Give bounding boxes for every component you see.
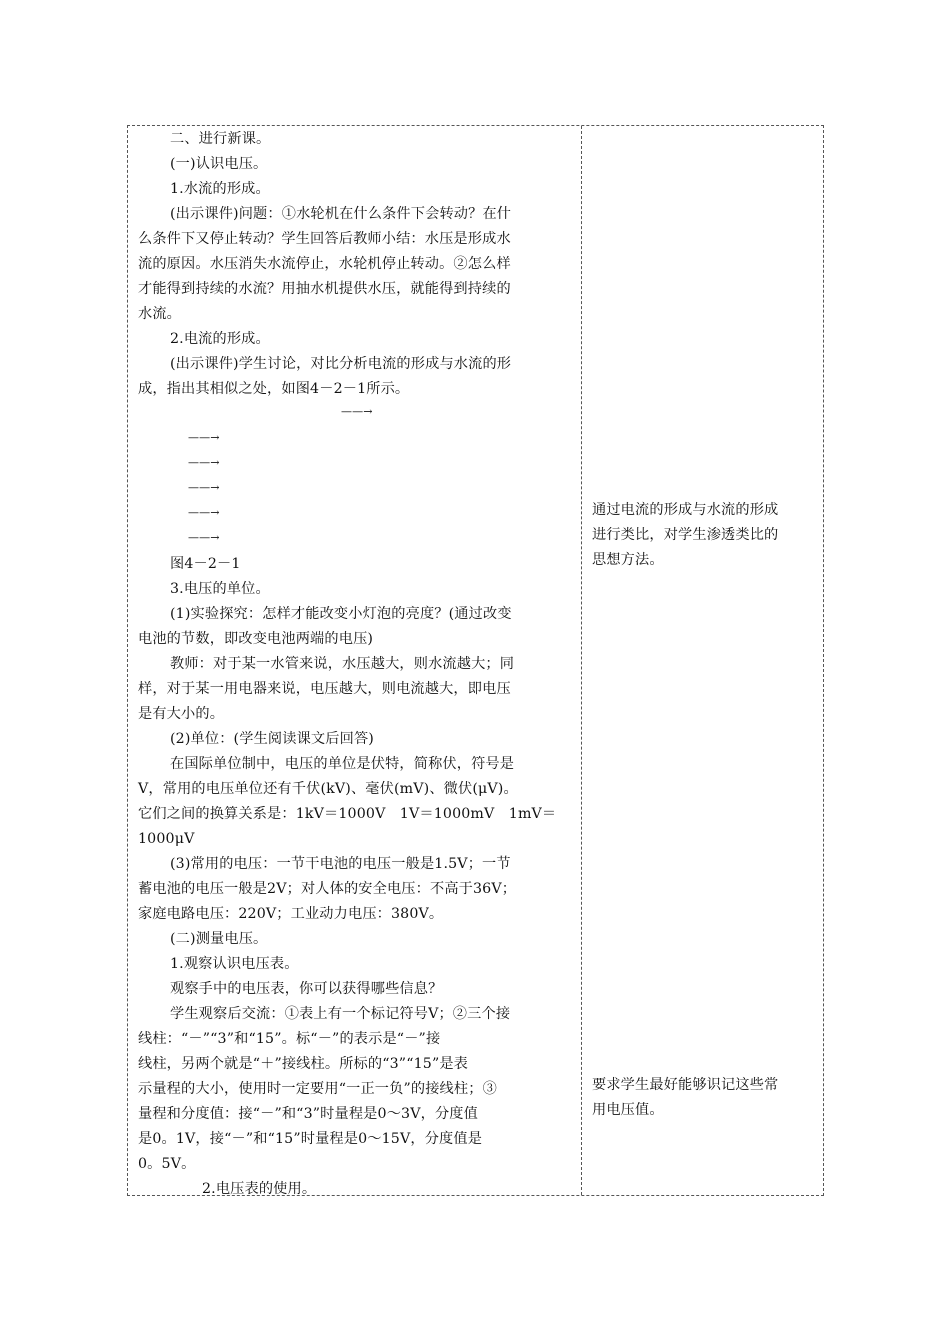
item-heading: 1.观察认识电压表。 bbox=[170, 956, 299, 972]
side-note-line: 要求学生最好能够识记这些常 bbox=[592, 1077, 779, 1093]
paragraph-line: 示量程的大小，使用时一定要用“一正一负”的接线柱；③ bbox=[138, 1081, 497, 1097]
figure-arrow: ——→ bbox=[188, 431, 220, 444]
paragraph-line: 么条件下又停止转动？学生回答后教师小结：水压是形成水 bbox=[138, 231, 511, 247]
item-heading: 2.电压表的使用。 bbox=[202, 1181, 317, 1197]
figure-arrow: ——→ bbox=[188, 506, 220, 519]
section-heading: 二、进行新课。 bbox=[170, 131, 271, 147]
item-heading: 3.电压的单位。 bbox=[170, 581, 270, 597]
paragraph-line: V，常用的电压单位还有千伏(kV)、毫伏(mV)、微伏(μV)。 bbox=[138, 781, 518, 797]
paragraph-line: 量程和分度值：接“－”和“3”时量程是0～3V，分度值 bbox=[138, 1106, 478, 1122]
lesson-table bbox=[127, 125, 824, 1196]
paragraph-line: 它们之间的换算关系是：1kV＝1000V 1V＝1000mV 1mV＝ bbox=[138, 806, 557, 822]
paragraph-line: 流的原因。水压消失水流停止，水轮机停止转动。②怎么样 bbox=[138, 256, 511, 272]
paragraph-line: 水流。 bbox=[138, 306, 182, 322]
side-note-line: 用电压值。 bbox=[592, 1102, 664, 1118]
item-heading: 2.电流的形成。 bbox=[170, 331, 270, 347]
paragraph-line: 学生观察后交流：①表上有一个标记符号V；②三个接 bbox=[170, 1006, 511, 1022]
paragraph-line: (出示课件)学生讨论，对比分析电流的形成与水流的形 bbox=[170, 356, 512, 372]
paragraph-line: (出示课件)问题：①水轮机在什么条件下会转动？在什 bbox=[170, 206, 512, 222]
paragraph-line: 线柱，另两个就是“＋”接线柱。所标的“3”“15”是表 bbox=[138, 1056, 469, 1072]
paragraph-line: 电池的节数，即改变电池两端的电压) bbox=[138, 631, 374, 647]
paragraph-line: 教师：对于某一水管来说，水压越大，则水流越大；同 bbox=[170, 656, 515, 672]
figure-caption: 图4－2－1 bbox=[170, 556, 241, 572]
paragraph-line: 样，对于某一用电器来说，电压越大，则电流越大，即电压 bbox=[138, 681, 511, 697]
paragraph-line: 蓄电池的电压一般是2V；对人体的安全电压：不高于36V； bbox=[138, 881, 517, 897]
side-note-line: 思想方法。 bbox=[592, 552, 664, 568]
paragraph-line: (2)单位：(学生阅读课文后回答) bbox=[170, 731, 374, 747]
paragraph-line: 观察手中的电压表，你可以获得哪些信息？ bbox=[170, 981, 443, 997]
paragraph-line: 0。5V。 bbox=[138, 1156, 196, 1172]
paragraph-line: 成，指出其相似之处，如图4－2－1所示。 bbox=[138, 381, 410, 397]
main-content-column bbox=[128, 126, 581, 1195]
paragraph-line: 在国际单位制中，电压的单位是伏特，简称伏，符号是 bbox=[170, 756, 515, 772]
side-notes-column bbox=[582, 126, 823, 1195]
paragraph-line: 是0。1V，接“－”和“15”时量程是0～15V，分度值是 bbox=[138, 1131, 483, 1147]
paragraph-line: 1000μV bbox=[138, 831, 195, 847]
figure-arrow: ——→ bbox=[341, 405, 373, 418]
paragraph-line: 家庭电路电压：220V；工业动力电压：380V。 bbox=[138, 906, 444, 922]
paragraph-line: (3)常用的电压：一节干电池的电压一般是1.5V；一节 bbox=[170, 856, 511, 872]
side-note-line: 进行类比，对学生渗透类比的 bbox=[592, 527, 779, 543]
paragraph-line: 才能得到持续的水流？用抽水机提供水压，就能得到持续的 bbox=[138, 281, 511, 297]
figure-arrow: ——→ bbox=[188, 481, 220, 494]
subsection-heading: (一)认识电压。 bbox=[170, 156, 268, 172]
figure-arrow: ——→ bbox=[188, 531, 220, 544]
paragraph-line: 线柱：“－”“3”和“15”。标“－”的表示是“－”接 bbox=[138, 1031, 441, 1047]
figure-arrow: ——→ bbox=[188, 456, 220, 469]
subsection-heading: (二)测量电压。 bbox=[170, 931, 268, 947]
side-note-line: 通过电流的形成与水流的形成 bbox=[592, 502, 779, 518]
paragraph-line: (1)实验探究：怎样才能改变小灯泡的亮度？(通过改变 bbox=[170, 606, 512, 622]
paragraph-line: 是有大小的。 bbox=[138, 706, 225, 722]
item-heading: 1.水流的形成。 bbox=[170, 181, 270, 197]
